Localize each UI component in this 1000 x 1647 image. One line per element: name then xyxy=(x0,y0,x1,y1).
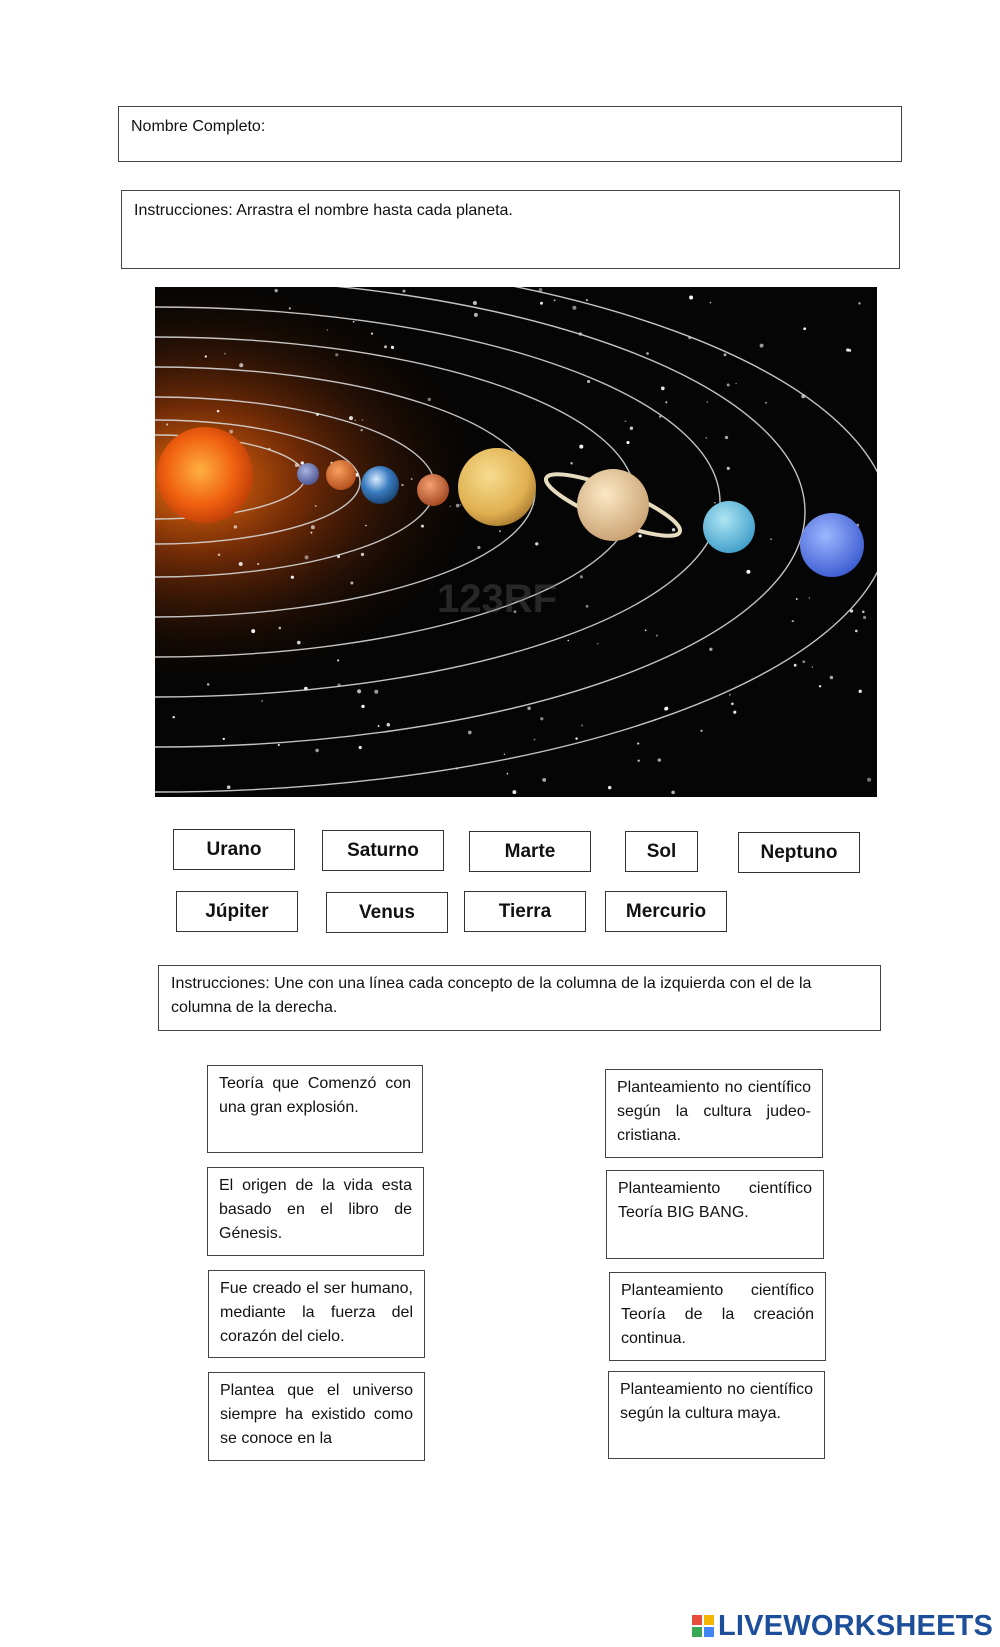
jupiter-planet xyxy=(458,448,536,526)
right-concept-text: Planteamiento no científico según la cultura judeo-cristiana. xyxy=(617,1079,811,1144)
tag-jupiter[interactable]: Júpiter xyxy=(176,891,298,932)
mercury-planet xyxy=(297,463,319,485)
logo-mark-icon xyxy=(692,1615,714,1637)
instructions-text-2: Instrucciones: Une con una línea cada concepto de la columna de la izquierda con el de la columna de la derecha. xyxy=(171,975,812,1016)
tag-venus[interactable]: Venus xyxy=(326,892,448,933)
uranus-planet xyxy=(703,501,755,553)
tag-urano[interactable]: Urano xyxy=(173,829,295,870)
tag-mercurio[interactable]: Mercurio xyxy=(605,891,727,932)
venus-planet xyxy=(326,460,356,490)
left-concept-4[interactable] xyxy=(208,1372,425,1461)
left-concept-3[interactable] xyxy=(208,1270,425,1358)
instructions-box-1 xyxy=(121,190,900,269)
tag-sol[interactable]: Sol xyxy=(625,831,698,872)
right-concept-3[interactable] xyxy=(609,1272,826,1361)
right-concept-text: Planteamiento científico Teoría BIG BANG. xyxy=(618,1180,812,1221)
solar-system-image xyxy=(155,287,877,797)
neptune-planet xyxy=(800,513,864,577)
full-name-field[interactable] xyxy=(118,106,902,162)
tag-marte[interactable]: Marte xyxy=(469,831,591,872)
right-concept-2[interactable] xyxy=(606,1170,824,1259)
left-concept-text: Teoría que Comenzó con una gran explosión. xyxy=(219,1075,411,1116)
left-concept-text: Fue creado el ser humano, mediante la fuerza del corazón del cielo. xyxy=(220,1280,413,1345)
right-concept-text: Planteamiento no científico según la cultura maya. xyxy=(620,1381,813,1422)
tag-neptuno[interactable]: Neptuno xyxy=(738,832,860,873)
tag-tierra[interactable]: Tierra xyxy=(464,891,586,932)
instructions-text-1: Instrucciones: Arrastra el nombre hasta cada planeta. xyxy=(134,202,513,219)
left-concept-2[interactable] xyxy=(207,1167,424,1256)
image-watermark: 123RF xyxy=(437,577,558,621)
logo-text: LIVEWORKSHEETS xyxy=(718,1609,994,1642)
right-concept-4[interactable] xyxy=(608,1371,825,1459)
instructions-box-2 xyxy=(158,965,881,1031)
mars-planet xyxy=(417,474,449,506)
left-concept-1[interactable] xyxy=(207,1065,423,1153)
earth-planet xyxy=(361,466,399,504)
left-concept-text: El origen de la vida esta basado en el libro de Génesis. xyxy=(219,1177,412,1242)
right-concept-1[interactable] xyxy=(605,1069,823,1158)
right-concept-text: Planteamiento científico Teoría de la creación continua. xyxy=(621,1282,814,1347)
liveworksheets-logo xyxy=(692,1610,993,1642)
full-name-label: Nombre Completo: xyxy=(131,118,266,135)
sun-planet xyxy=(157,427,253,523)
left-concept-text: Plantea que el universo siempre ha existido como se conoce en la xyxy=(220,1382,413,1447)
tag-saturno[interactable]: Saturno xyxy=(322,830,444,871)
